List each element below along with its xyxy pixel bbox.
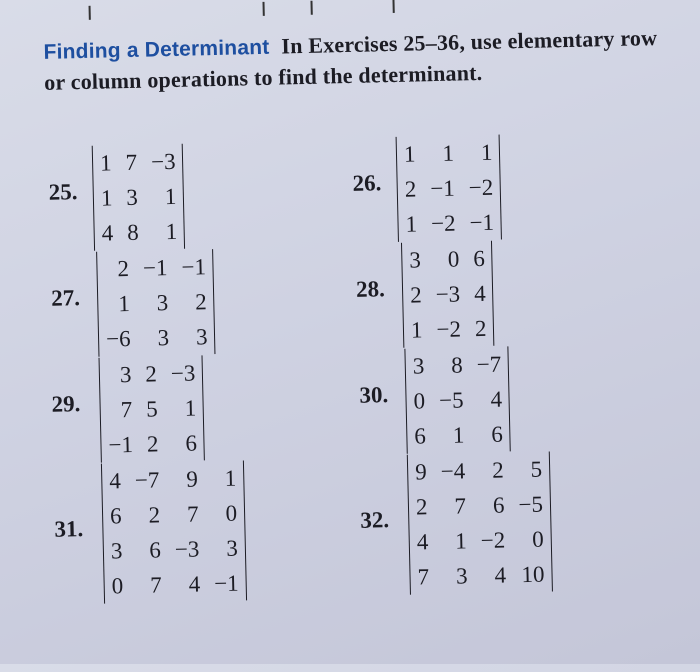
determinant-matrix (92, 144, 186, 251)
matrix-cell: 7 (186, 501, 199, 527)
exercise-number: 30. (359, 382, 389, 408)
exercise-heading (43, 22, 684, 98)
matrix-cell: 0 (111, 573, 124, 599)
determinant-matrix (96, 249, 216, 357)
exercise-number: 32. (359, 507, 390, 533)
matrix-cell: −5 (518, 491, 544, 518)
determinant-matrix (396, 135, 503, 242)
matrix-cell: 7 (120, 396, 133, 423)
matrix-cell: −2 (468, 174, 494, 201)
determinant-matrix (401, 241, 495, 348)
matrix-cell: 1 (164, 183, 177, 210)
matrix-cell: 4 (494, 562, 507, 588)
matrix-cell: 7 (125, 149, 138, 176)
top-edge-marks (0, 0, 692, 8)
matrix-cell: 5 (145, 396, 158, 422)
matrix-cell: −1 (142, 255, 168, 281)
matrix-cell: 2 (491, 457, 504, 483)
matrix-cell: −2 (436, 316, 462, 343)
matrix-cell: 4 (109, 468, 122, 494)
heading-instructions: In Exercises 25–36, use elementary row or column operations to find the determinant. (43, 24, 658, 95)
matrix-cell: 1 (480, 139, 493, 165)
matrix-cell: −3 (150, 148, 176, 175)
matrix-cell: 6 (109, 503, 122, 529)
matrix-cell: 6 (492, 492, 505, 518)
matrix-cell: 6 (491, 421, 504, 447)
matrix-cell: 2 (409, 282, 422, 308)
matrix-cell: 6 (414, 423, 427, 449)
exercise-number: 26. (352, 170, 382, 196)
matrix-cell: 3 (157, 325, 170, 351)
matrix-cell: 3 (455, 563, 468, 589)
matrix-cell: −4 (440, 458, 466, 484)
matrix-cell: −3 (174, 536, 200, 563)
matrix-cell: −3 (170, 360, 196, 387)
exercise-number: 31. (54, 516, 84, 542)
matrix-cell: 4 (101, 220, 114, 246)
matrix-cell: 3 (412, 353, 425, 379)
matrix-cell: 2 (117, 256, 130, 282)
exercise-number: 28. (355, 276, 386, 302)
matrix-cell: 9 (185, 466, 199, 492)
matrix-cell: 5 (530, 456, 543, 482)
matrix-cell: 0 (413, 388, 426, 414)
matrix-cell: 1 (184, 395, 197, 421)
matrix-cell: −1 (108, 431, 134, 458)
matrix-cell: 1 (165, 218, 178, 245)
matrix-cell: −5 (438, 387, 464, 413)
matrix-cell: 2 (148, 502, 161, 528)
matrix-cell: 3 (119, 361, 132, 388)
matrix-cell: 0 (447, 246, 460, 272)
matrix-cell: 1 (454, 528, 468, 554)
determinant-matrix (101, 460, 247, 603)
matrix-cell: 6 (473, 245, 486, 272)
matrix-cell: 4 (490, 386, 503, 412)
matrix-cell: 3 (226, 535, 239, 561)
matrix-cell: 1 (99, 150, 112, 176)
matrix-cell: 2 (404, 176, 417, 202)
matrix-cell: 8 (450, 352, 464, 378)
matrix-cell: 2 (194, 289, 208, 315)
determinant-matrix (404, 346, 511, 453)
matrix-cell: 3 (409, 247, 422, 273)
matrix-cell: −1 (429, 175, 456, 202)
heading-title: Finding a Determinant (43, 35, 270, 64)
matrix-cell: 8 (126, 219, 139, 246)
matrix-cell: 1 (224, 465, 237, 491)
matrix-cell: 1 (100, 185, 113, 211)
matrix-cell: −1 (213, 570, 239, 597)
matrix-cell: −1 (181, 254, 207, 280)
matrix-cell: 6 (149, 537, 162, 563)
matrix-cell: 4 (188, 571, 201, 597)
matrix-cell: 2 (474, 315, 487, 342)
matrix-cell: −7 (134, 467, 160, 493)
matrix-cell: −6 (105, 325, 131, 352)
matrix-cell: −7 (476, 351, 502, 378)
matrix-cell: 1 (442, 140, 455, 166)
matrix-cell: 6 (185, 430, 198, 456)
matrix-cell: 0 (225, 500, 238, 526)
matrix-cell: 10 (521, 561, 545, 588)
exercise-number: 25. (48, 179, 78, 205)
matrix-cell: 4 (473, 280, 486, 307)
exercise-number: 27. (50, 285, 81, 311)
matrix-cell: 1 (403, 141, 416, 167)
matrix-cell: 7 (417, 564, 430, 590)
matrix-cell: 9 (414, 459, 427, 485)
matrix-cell: 0 (531, 526, 544, 552)
matrix-cell: 2 (415, 494, 428, 520)
matrix-cell: 3 (195, 324, 208, 350)
determinant-matrix (99, 355, 206, 462)
matrix-cell: 1 (118, 290, 131, 317)
exercise-number: 29. (51, 391, 81, 417)
matrix-cell: 3 (126, 184, 139, 211)
matrix-cell: 2 (146, 431, 159, 457)
matrix-cell: −3 (435, 281, 461, 308)
matrix-cell: 3 (156, 290, 169, 316)
matrix-cell: −2 (430, 210, 456, 237)
matrix-cell: 1 (410, 317, 423, 343)
matrix-cell: −1 (469, 209, 495, 236)
matrix-cell: 1 (452, 422, 465, 448)
matrix-cell: 2 (145, 361, 158, 387)
matrix-cell: 7 (149, 572, 162, 598)
matrix-cell: 4 (416, 529, 429, 555)
matrix-cell: 3 (110, 538, 123, 564)
matrix-cell: 7 (454, 493, 467, 519)
matrix-cell: −2 (480, 527, 506, 554)
determinant-matrix (407, 451, 553, 594)
matrix-cell: 1 (405, 211, 418, 237)
